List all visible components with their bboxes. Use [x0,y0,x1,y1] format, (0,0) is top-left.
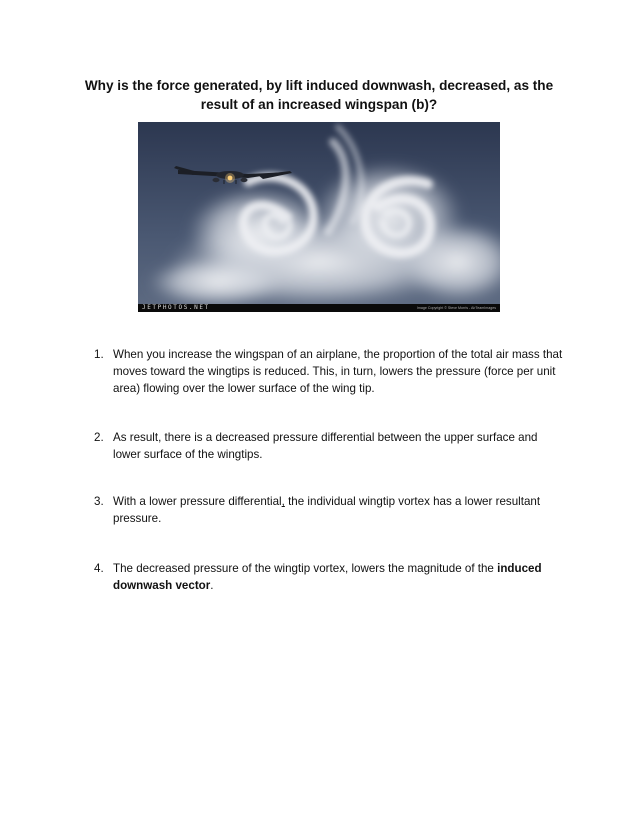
list-text: As result, there is a decreased pressure differential between the upper surface and lower surface of the wingtips. [113,431,538,461]
list-item [94,493,564,527]
list-item [94,346,564,397]
list-number: 3. [94,495,104,508]
list-text-part: the individual wingtip vortex has a lower resultant pressure. [113,495,541,525]
list-text-part: . [210,579,214,592]
photo-watermark: JETPHOTOS.NET [142,304,210,311]
list-text: When you increase the wingspan of an airplane, the proportion of the total air mass that moves toward the wingtips is reduced. This, in turn, lowers the pressure (force per unit area) flowing over the lower surface of the wing tip. [113,348,563,395]
list-text-part: The decreased pressure of the wingtip vortex, lowers the magnitude of the [113,562,498,575]
list-text [113,560,564,594]
vortex-illustration [138,122,500,312]
list-number: 2. [94,431,104,444]
underlined-comma: , [281,495,285,508]
list-number: 4. [94,562,104,575]
list-number: 1. [94,348,104,361]
list-item [94,560,564,594]
photo-copyright: Image Copyright © Steve Morris - AirTeamImages [416,306,496,310]
photo-footer-bar [138,304,500,312]
list-text-part: With a lower pressure differential [113,495,282,508]
list-item [94,429,564,463]
bold-term: induced downwash vector [113,562,542,592]
page-title: Why is the force generated, by lift induced downwash, decreased, as the result of an increased wingspan (b)? [84,78,554,112]
airplane-vortex-photo [138,122,500,312]
list-text [113,493,564,527]
